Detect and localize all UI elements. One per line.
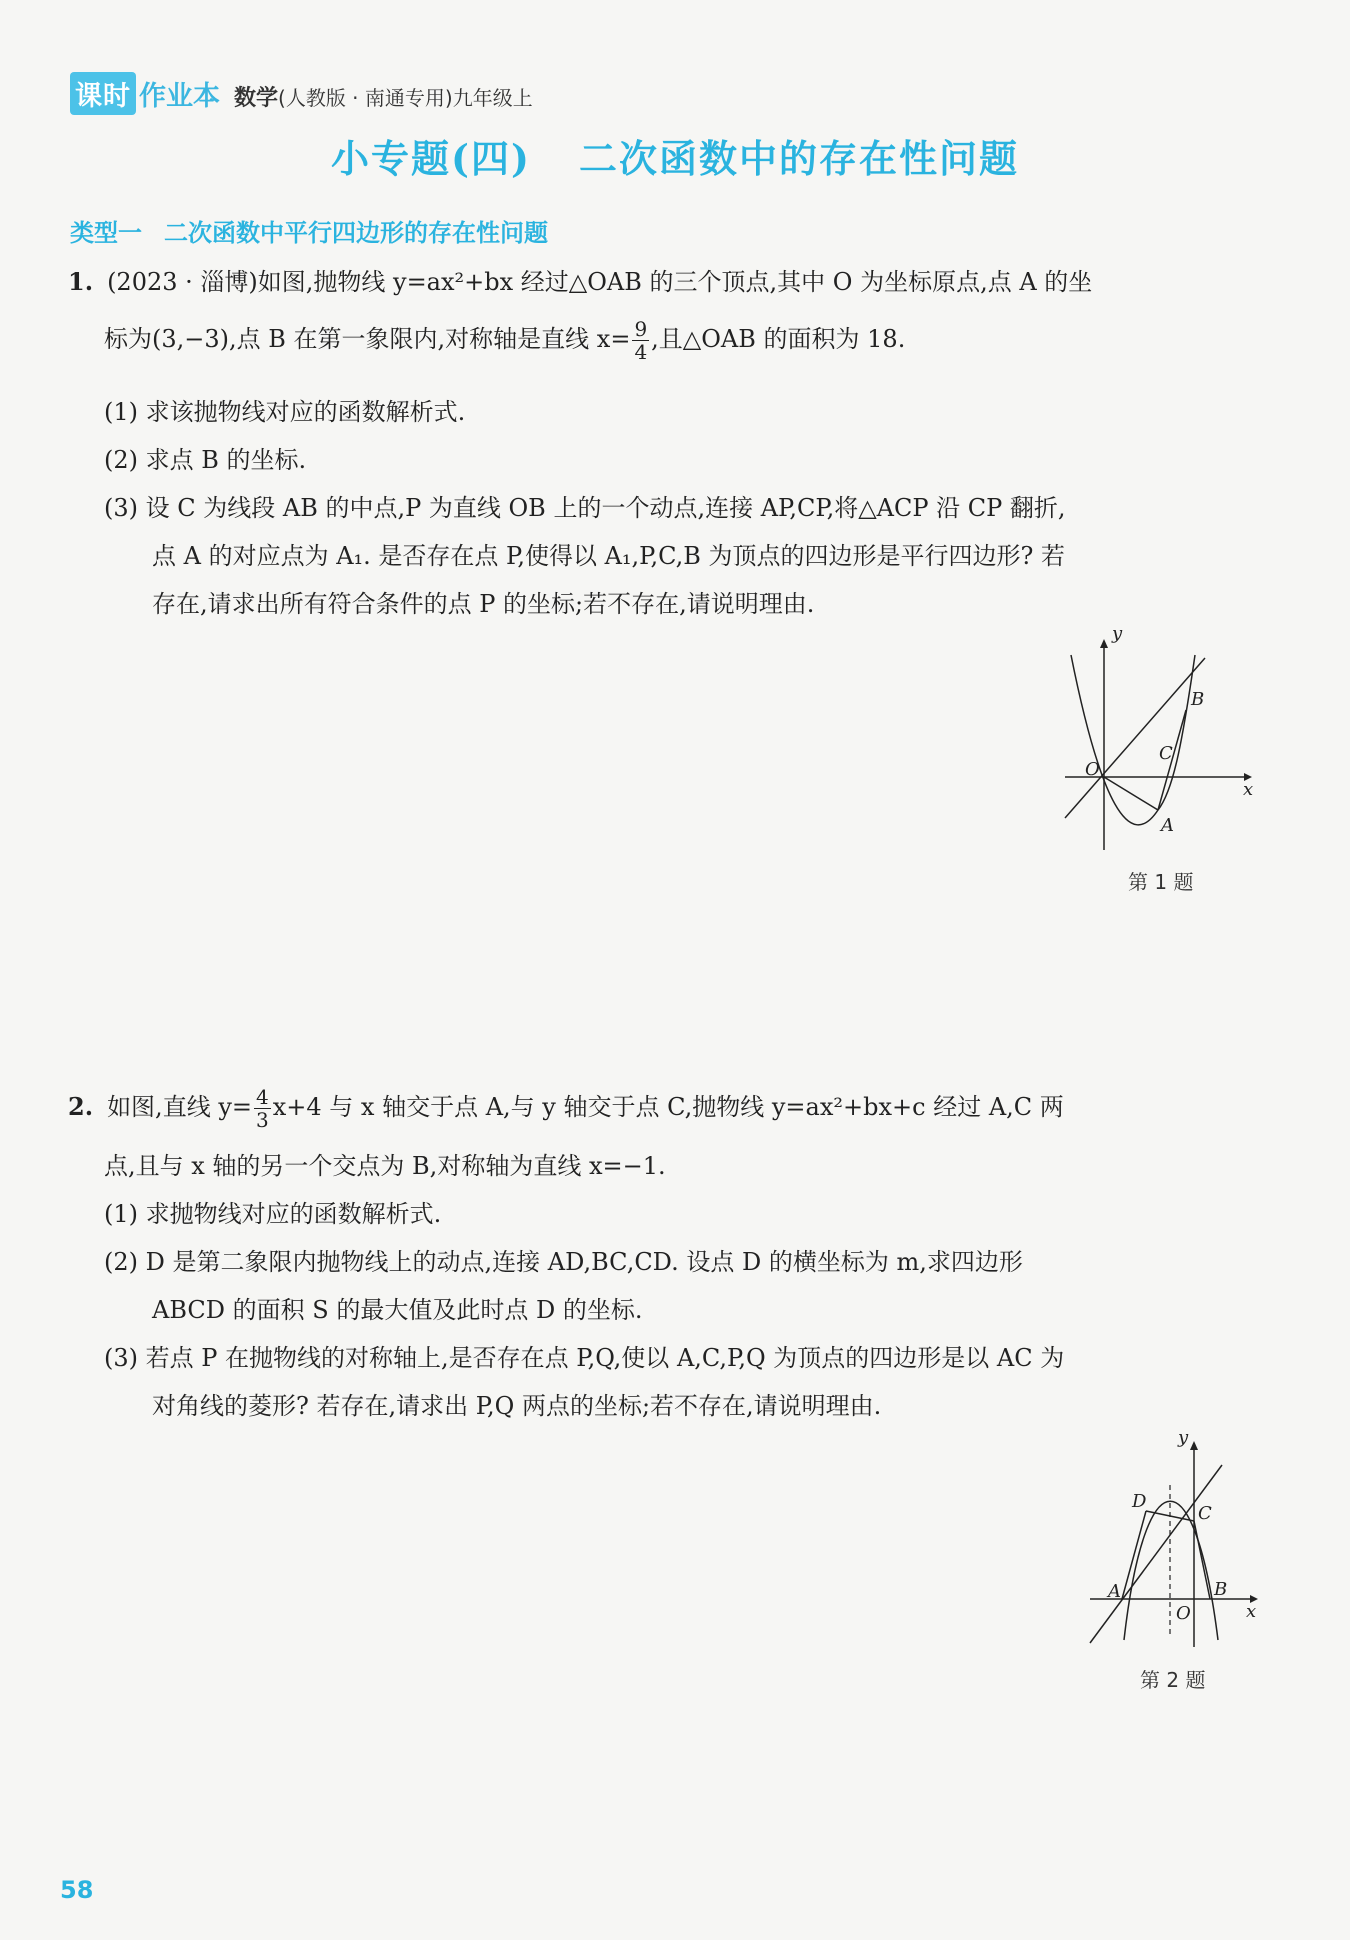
- q1-sub3-line1: (3) 设 C 为线段 AB 的中点,P 为直线 OB 上的一个动点,连接 AP,CP,将△ACP 沿 CP 翻折,: [104, 494, 1066, 522]
- q2-number: 2.: [68, 1092, 94, 1121]
- q1-line1: [68, 268, 1092, 297]
- q2-sub1: (1) 求抛物线对应的函数解析式.: [104, 1200, 442, 1228]
- q2-label-y: y: [1178, 1427, 1189, 1448]
- q2-stem-line1a: 如图,直线 y=: [107, 1093, 252, 1121]
- q1-stem-line2a: 标为(3,−3),点 B 在第一象限内,对称轴是直线 x=: [104, 325, 631, 353]
- page-number: 58: [60, 1876, 94, 1904]
- page-title: [0, 128, 1350, 183]
- q1-label-o: O: [1085, 759, 1100, 780]
- q1-label-c: C: [1159, 743, 1173, 764]
- q1-sub1: (1) 求该抛物线对应的函数解析式.: [104, 398, 466, 426]
- q1-sub2: (2) 求点 B 的坐标.: [104, 446, 307, 474]
- q1-figure: [1055, 623, 1255, 836]
- title-part2: 二次函数中的存在性问题: [578, 136, 1019, 181]
- q1-label-a: A: [1161, 815, 1174, 836]
- q1-sub3-line3: 存在,请求出所有符合条件的点 P 的坐标;若不存在,请说明理由.: [152, 590, 815, 618]
- q1-label-x: x: [1243, 779, 1254, 800]
- q2-sub3-line2: 对角线的菱形? 若存在,请求出 P,Q 两点的坐标;若不存在,请说明理由.: [152, 1392, 882, 1420]
- q1-label-y: y: [1112, 623, 1123, 644]
- q1-figure-caption: 第 1 题: [1128, 870, 1194, 894]
- q2-frac-den: 3: [256, 1108, 269, 1132]
- q1-stem-line2b: ,且△OAB 的面积为 18.: [651, 325, 906, 353]
- q2-frac-num: 4: [256, 1085, 269, 1109]
- section-label: 类型一: [70, 219, 142, 247]
- page-header: [70, 72, 533, 115]
- q2-line1: [68, 1086, 1064, 1131]
- q1-line2: [104, 318, 905, 363]
- q1-y-arrow-icon: [1100, 639, 1108, 648]
- q1-frac-num: 9: [634, 317, 648, 341]
- q1-sub3-line2: 点 A 的对应点为 A₁. 是否存在点 P,使得以 A₁,P,C,B 为顶点的四边形是平行四边形? 若: [152, 542, 1065, 570]
- q2-label-c: C: [1198, 1503, 1212, 1524]
- q2-label-d: D: [1132, 1491, 1147, 1512]
- q1-line-ob: [1065, 658, 1205, 818]
- q1-parabola-right: [1158, 655, 1195, 810]
- q2-stem-line1b: x+4 与 x 轴交于点 A,与 y 轴交于点 C,抛物线 y=ax²+bx+c 经过 A,C 两: [272, 1093, 1064, 1121]
- q2-figure-caption: 第 2 题: [1140, 1668, 1206, 1692]
- q2-sub2-line1: (2) D 是第二象限内抛物线上的动点,连接 AD,BC,CD. 设点 D 的横坐标为 m,求四边形: [104, 1248, 1023, 1276]
- brand-name: 作业本: [139, 81, 220, 112]
- section-heading: [70, 213, 548, 248]
- title-part1: 小专题(四): [331, 136, 531, 181]
- q1-label-b: B: [1191, 689, 1205, 710]
- brand-logo: 课时: [70, 72, 136, 115]
- q2-label-x: x: [1246, 1601, 1257, 1622]
- q2-line2: 点,且与 x 轴的另一个交点为 B,对称轴为直线 x=−1.: [104, 1152, 666, 1180]
- q2-sub2-line2: ABCD 的面积 S 的最大值及此时点 D 的坐标.: [152, 1296, 643, 1324]
- q1-stem-line1: (2023 · 淄博)如图,抛物线 y=ax²+bx 经过△OAB 的三个顶点,其中 O 为坐标原点,点 A 的坐: [107, 268, 1093, 296]
- subject-label: 数学: [234, 86, 279, 111]
- section-text: 二次函数中平行四边形的存在性问题: [164, 219, 548, 247]
- q2-segment-cb: [1194, 1521, 1210, 1599]
- q2-label-b: B: [1214, 1579, 1228, 1600]
- grade-label: 九年级上: [452, 86, 533, 110]
- q1-number: 1.: [68, 267, 94, 296]
- edition-label: (人教版 · 南通专用): [278, 86, 453, 110]
- q1-segment-oa: [1104, 777, 1158, 810]
- q2-label-o: O: [1176, 1603, 1191, 1624]
- q1-fraction: [632, 318, 649, 363]
- q2-label-a: A: [1108, 1581, 1121, 1602]
- q2-sub3-line1: (3) 若点 P 在抛物线的对称轴上,是否存在点 P,Q,使以 A,C,P,Q 为顶点的四边形是以 AC 为: [104, 1344, 1065, 1372]
- q1-frac-den: 4: [634, 340, 648, 364]
- q2-segment-ad: [1122, 1511, 1146, 1599]
- q1-parabola-left: [1071, 655, 1158, 825]
- q2-y-arrow-icon: [1190, 1441, 1198, 1450]
- q2-fraction: [254, 1086, 271, 1131]
- q2-figure: [1090, 1427, 1260, 1655]
